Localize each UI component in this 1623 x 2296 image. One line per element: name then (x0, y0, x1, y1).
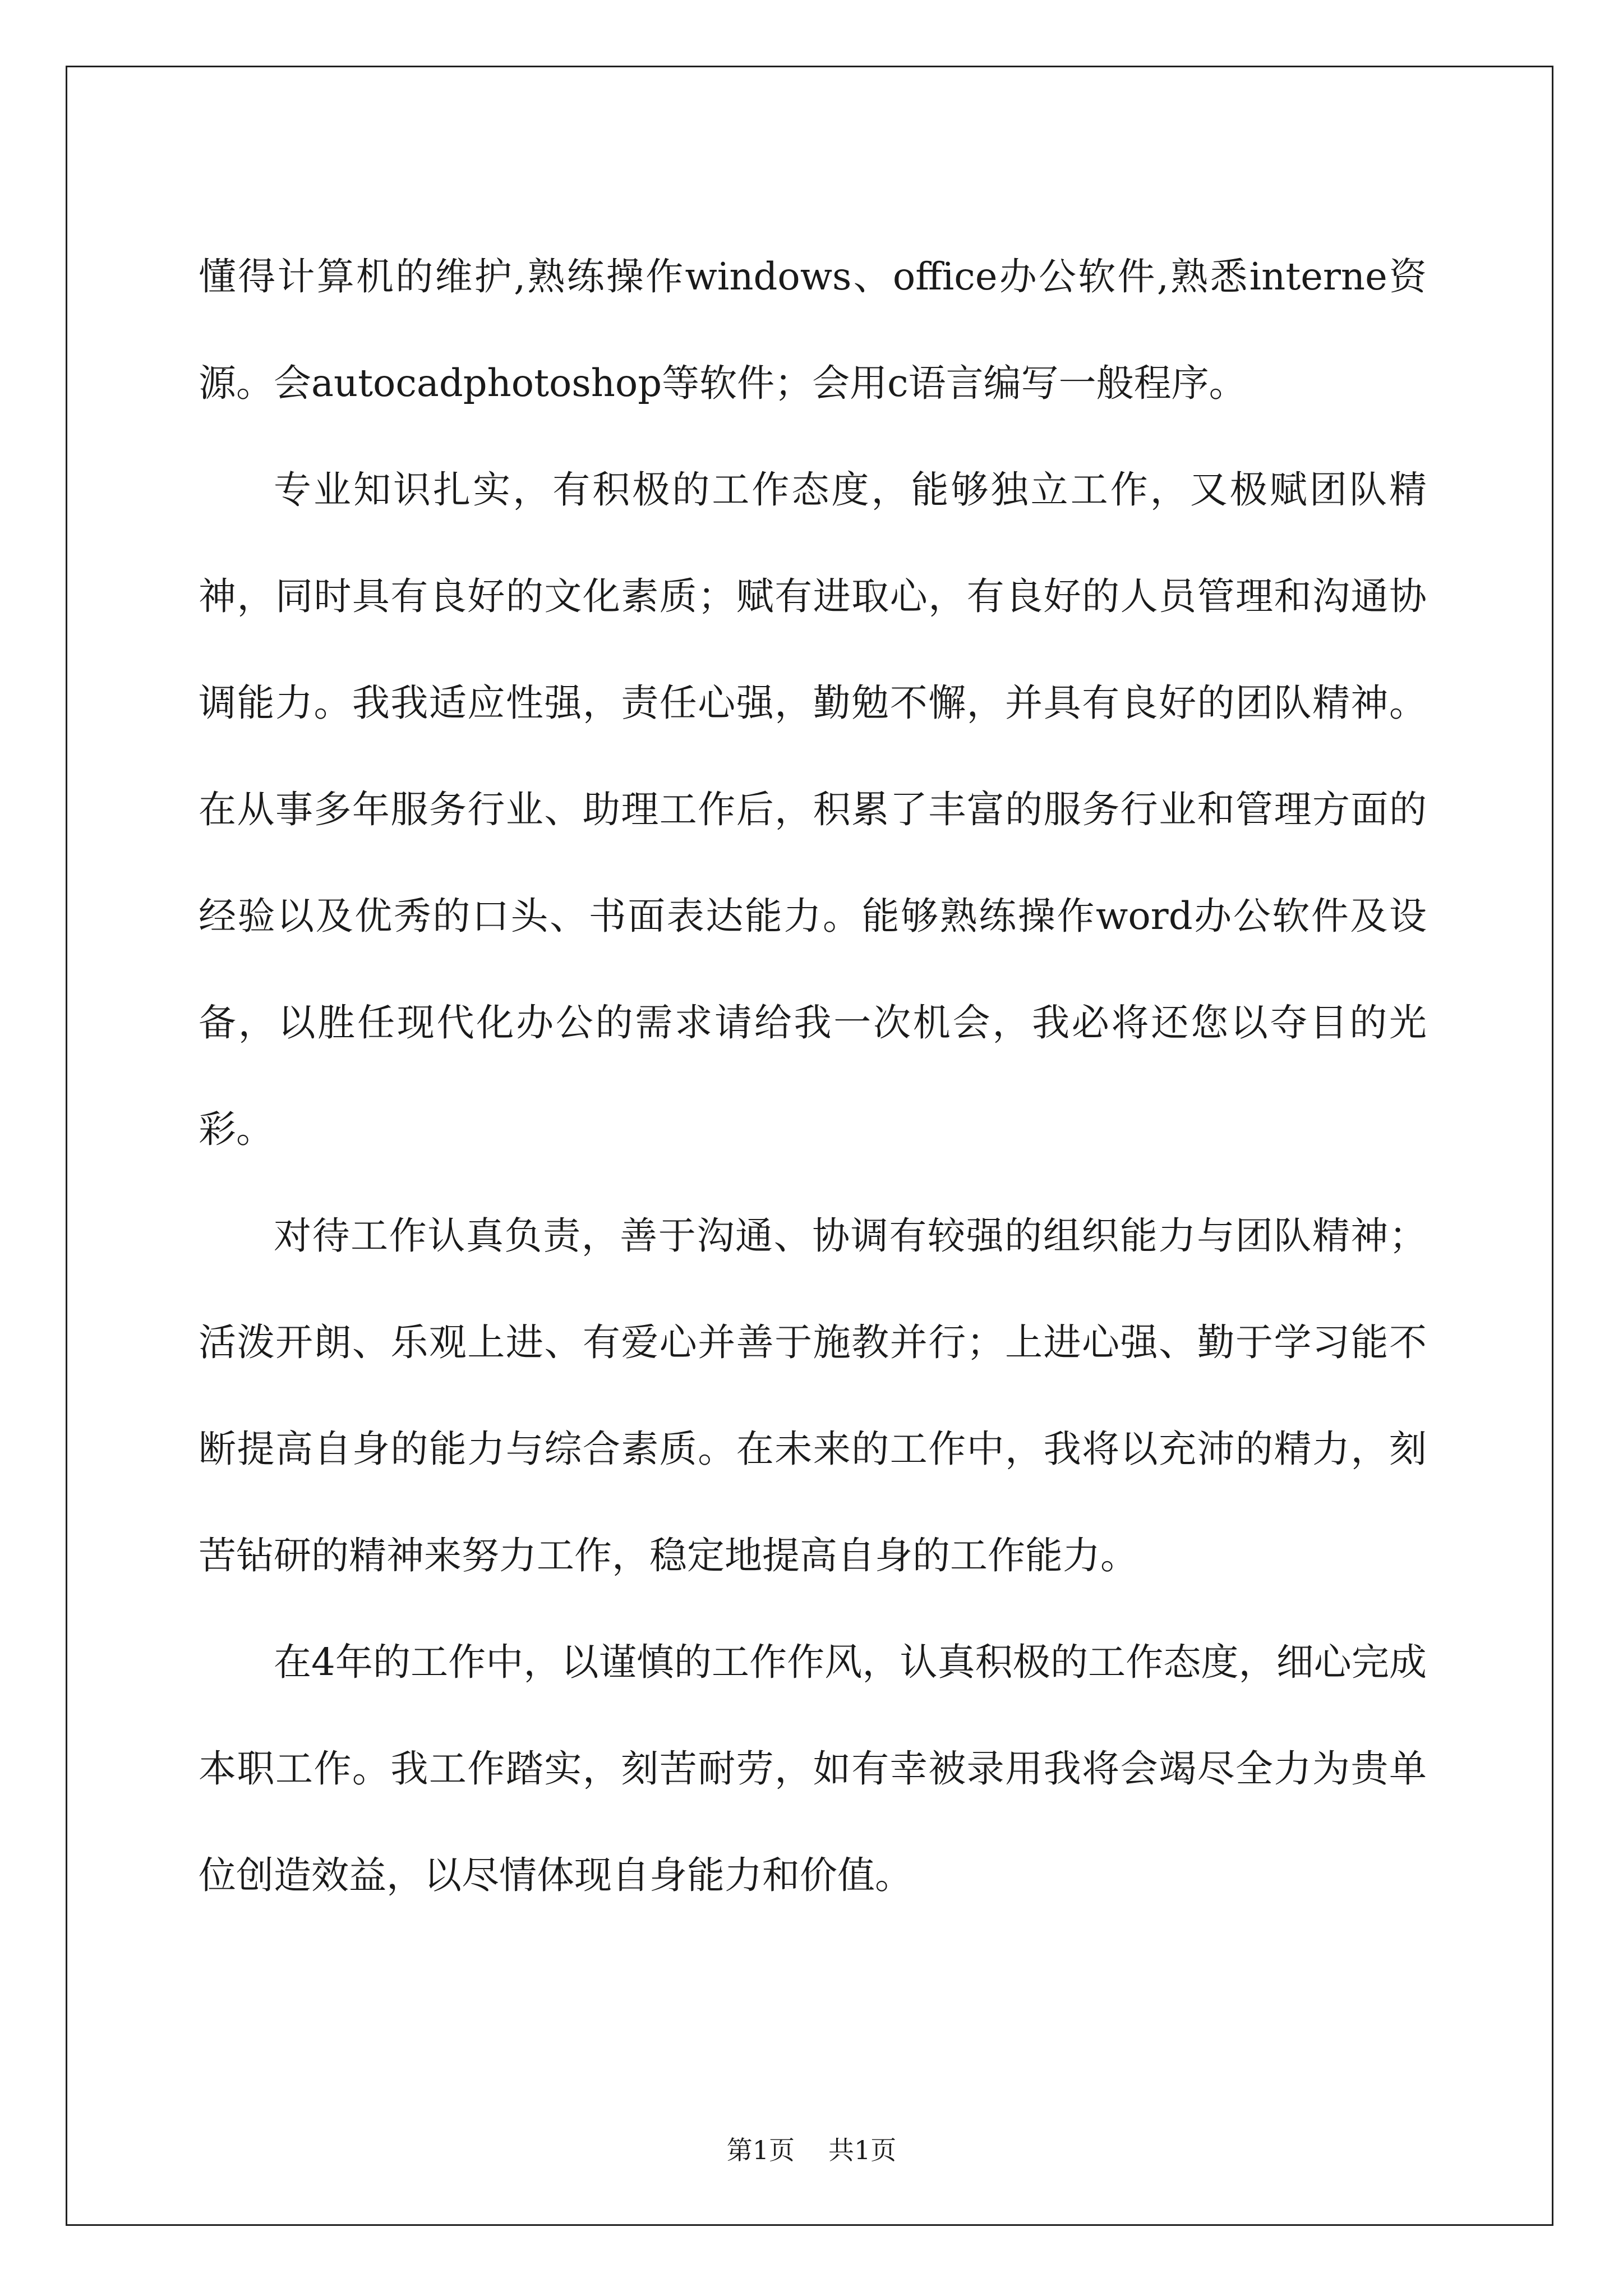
document-body (199, 223, 1427, 1929)
paragraph: 懂得计算机的维护,熟练操作windows、office办公软件,熟悉interne资源。会autocadphotoshop等软件；会用c语言编写一般程序。 (199, 255, 1427, 405)
paragraph: 专业知识扎实，有积极的工作态度，能够独立工作，又极赋团队精神，同时具有良好的文化素质；赋有进取心，有良好的人员管理和沟通协调能力。我我适应性强，责任心强，勤勉不懈，并具有良好的团队精神。在从事多年服务行业、助理工作后，积累了丰富的服务行业和管理方面的经验以及优秀的口头、书面表达能力。能够熟练操作word办公软件及设备，以胜任现代化办公的需求请给我一次机会，我必将还您以夺目的光彩。 (199, 468, 1427, 1151)
page-number-current: 第1页 (726, 2135, 795, 2165)
page-footer (0, 2130, 1623, 2167)
paragraph: 在4年的工作中，以谨慎的工作作风，认真积极的工作态度，细心完成本职工作。我工作踏实，刻苦耐劳，如有幸被录用我将会竭尽全力为贵单位创造效益，以尽情体现自身能力和价值。 (199, 1640, 1427, 1897)
page-number-total: 共1页 (828, 2135, 897, 2165)
paragraph: 对待工作认真负责，善于沟通、协调有较强的组织能力与团队精神；活泼开朗、乐观上进、有爱心并善于施教并行；上进心强、勤于学习能不断提高自身的能力与综合素质。在未来的工作中，我将以充沛的精力，刻苦钻研的精神来努力工作，稳定地提高自身的工作能力。 (199, 1214, 1427, 1577)
